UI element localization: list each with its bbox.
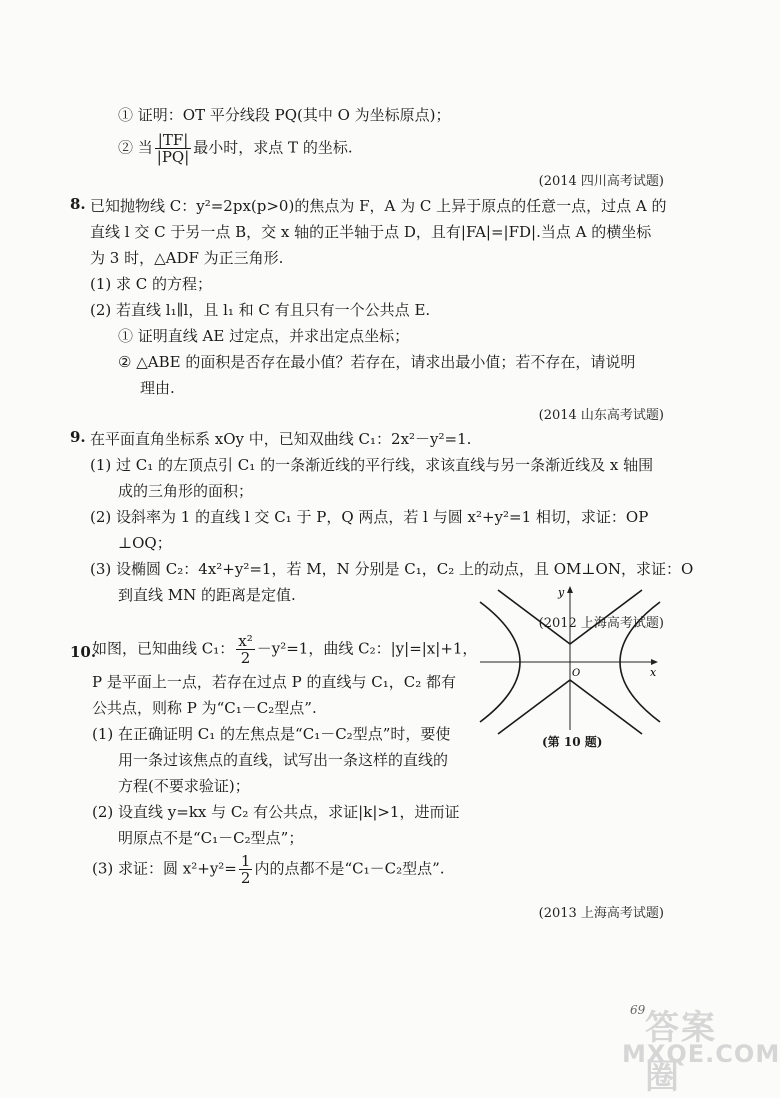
- q9-part-1-line-2: 成的三角形的面积；: [118, 482, 254, 500]
- watermark-logo: 答案圈: [645, 1008, 717, 1097]
- q8-number: 8.: [70, 195, 86, 213]
- q8-line-2: 直线 l 交 C 于另一点 B，交 x 轴的正半轴于点 D，且有|FA|=|FD|.当点 A 的横坐标: [90, 223, 652, 241]
- q10-part-2-line-1: (2) 设直线 y=kx 与 C₂ 有公共点，求证|k|>1，进而证: [92, 803, 460, 821]
- q7-source: (2014 四川高考试题): [538, 174, 664, 189]
- q10-number: 10.: [70, 643, 97, 661]
- q8-part-2: (2) 若直线 l₁∥l，且 l₁ 和 C 有且只有一个公共点 E.: [90, 301, 431, 319]
- q10-part-3-suffix: 内的点都不是“C₁－C₂型点”.: [254, 859, 445, 878]
- q7-item-2: [118, 132, 353, 165]
- q7-fraction: [155, 132, 192, 165]
- y-axis-arrow: [567, 586, 573, 593]
- q8-part-2-item-2-line-1: ② △ABE 的面积是否存在最小值？若存在，请求出最小值；若不存在，请说明: [118, 353, 636, 371]
- q9-part-2-line-1: (2) 设斜率为 1 的直线 l 交 C₁ 于 P，Q 两点，若 l 与圆 x²+y²=1 相切，求证：OP: [90, 508, 649, 526]
- q10-part-1-line-1: (1) 在正确证明 C₁ 的左焦点是“C₁－C₂型点”时，要使: [92, 725, 451, 743]
- x-axis-label: x: [650, 666, 657, 679]
- q10-figure-caption: (第 10 题): [542, 735, 603, 749]
- q9-part-3-line-1: (3) 设椭圆 C₂：4x²+y²=1，若 M，N 分别是 C₁，C₂ 上的动点，且 OM⊥ON，求证：O: [90, 560, 694, 578]
- q10-line-1-suffix: －y²=1，曲线 C₂：|y|=|x|+1，: [256, 639, 478, 658]
- q10-fraction: [236, 633, 254, 666]
- q8-part-2-item-1: ① 证明直线 AE 过定点，并求出定点坐标；: [118, 327, 410, 345]
- y-axis-label: y: [558, 586, 565, 599]
- q8-source: (2014 山东高考试题): [538, 408, 664, 423]
- q10-part-3-numerator: 1: [240, 852, 251, 870]
- q9-number: 9.: [70, 428, 86, 446]
- q10-part-1-line-2: 用一条过该焦点的直线，试写出一条这样的直线的: [118, 751, 449, 769]
- q8-line-1: 已知抛物线 C：y²=2px(p>0)的焦点为 F，A 为 C 上异于原点的任意一点，过点 A 的: [90, 197, 667, 215]
- q10-line-2: P 是平面上一点，若存在过点 P 的直线与 C₁，C₂ 都有: [92, 673, 457, 691]
- q8-part-1: (1) 求 C 的方程；: [90, 275, 213, 293]
- q8-part-2-item-2-line-2: 理由.: [140, 379, 175, 397]
- q9-part-1-line-1: (1) 过 C₁ 的左顶点引 C₁ 的一条渐近线的平行线，求该直线与另一条渐近线及 x 轴围: [90, 456, 654, 474]
- q10-part-3-denominator: 2: [240, 869, 251, 887]
- q7-item-2-prefix: ② 当: [118, 138, 153, 157]
- q10-part-1-line-3: 方程(不要求验证)；: [118, 777, 250, 795]
- q10-part-3-fraction: [239, 853, 253, 886]
- q9-part-2-line-2: ⊥OQ；: [118, 534, 172, 552]
- q9-part-3-line-2: 到直线 MN 的距离是定值.: [118, 586, 296, 604]
- q7-fraction-numerator: |TF|: [155, 132, 192, 149]
- q10-line-1: [92, 633, 477, 666]
- q10-line-1-prefix: 如图，已知曲线 C₁：: [92, 639, 235, 658]
- q8-line-3: 为 3 时，△ADF 为正三角形.: [90, 249, 284, 267]
- watermark-site: MXQE.COM: [622, 1040, 780, 1068]
- q10-part-3: [92, 853, 445, 886]
- q7-fraction-denominator: |PQ|: [156, 148, 190, 166]
- q10-source: (2013 上海高考试题): [538, 906, 664, 921]
- q9-line-1: 在平面直角坐标系 xOy 中，已知双曲线 C₁：2x²－y²=1.: [90, 430, 472, 448]
- q10-part-3-prefix: (3) 求证：圆 x²+y²=: [92, 859, 237, 878]
- page-number: 69: [630, 1003, 646, 1017]
- origin-label: O: [572, 668, 581, 679]
- x-axis-arrow: [651, 659, 658, 665]
- q10-line-3: 公共点，则称 P 为“C₁－C₂型点”.: [92, 699, 317, 717]
- q10-figure: [478, 586, 666, 732]
- q7-item-2-suffix: 最小时，求点 T 的坐标.: [193, 138, 353, 157]
- q10-fraction-denominator: 2: [240, 649, 251, 667]
- q7-item-1: ① 证明：OT 平分线段 PQ(其中 O 为坐标原点)；: [118, 106, 451, 124]
- q10-fraction-numerator: x²: [238, 632, 253, 650]
- q10-part-2-line-2: 明原点不是“C₁－C₂型点”；: [118, 829, 304, 847]
- q9-source: (2012 上海高考试题): [538, 616, 664, 631]
